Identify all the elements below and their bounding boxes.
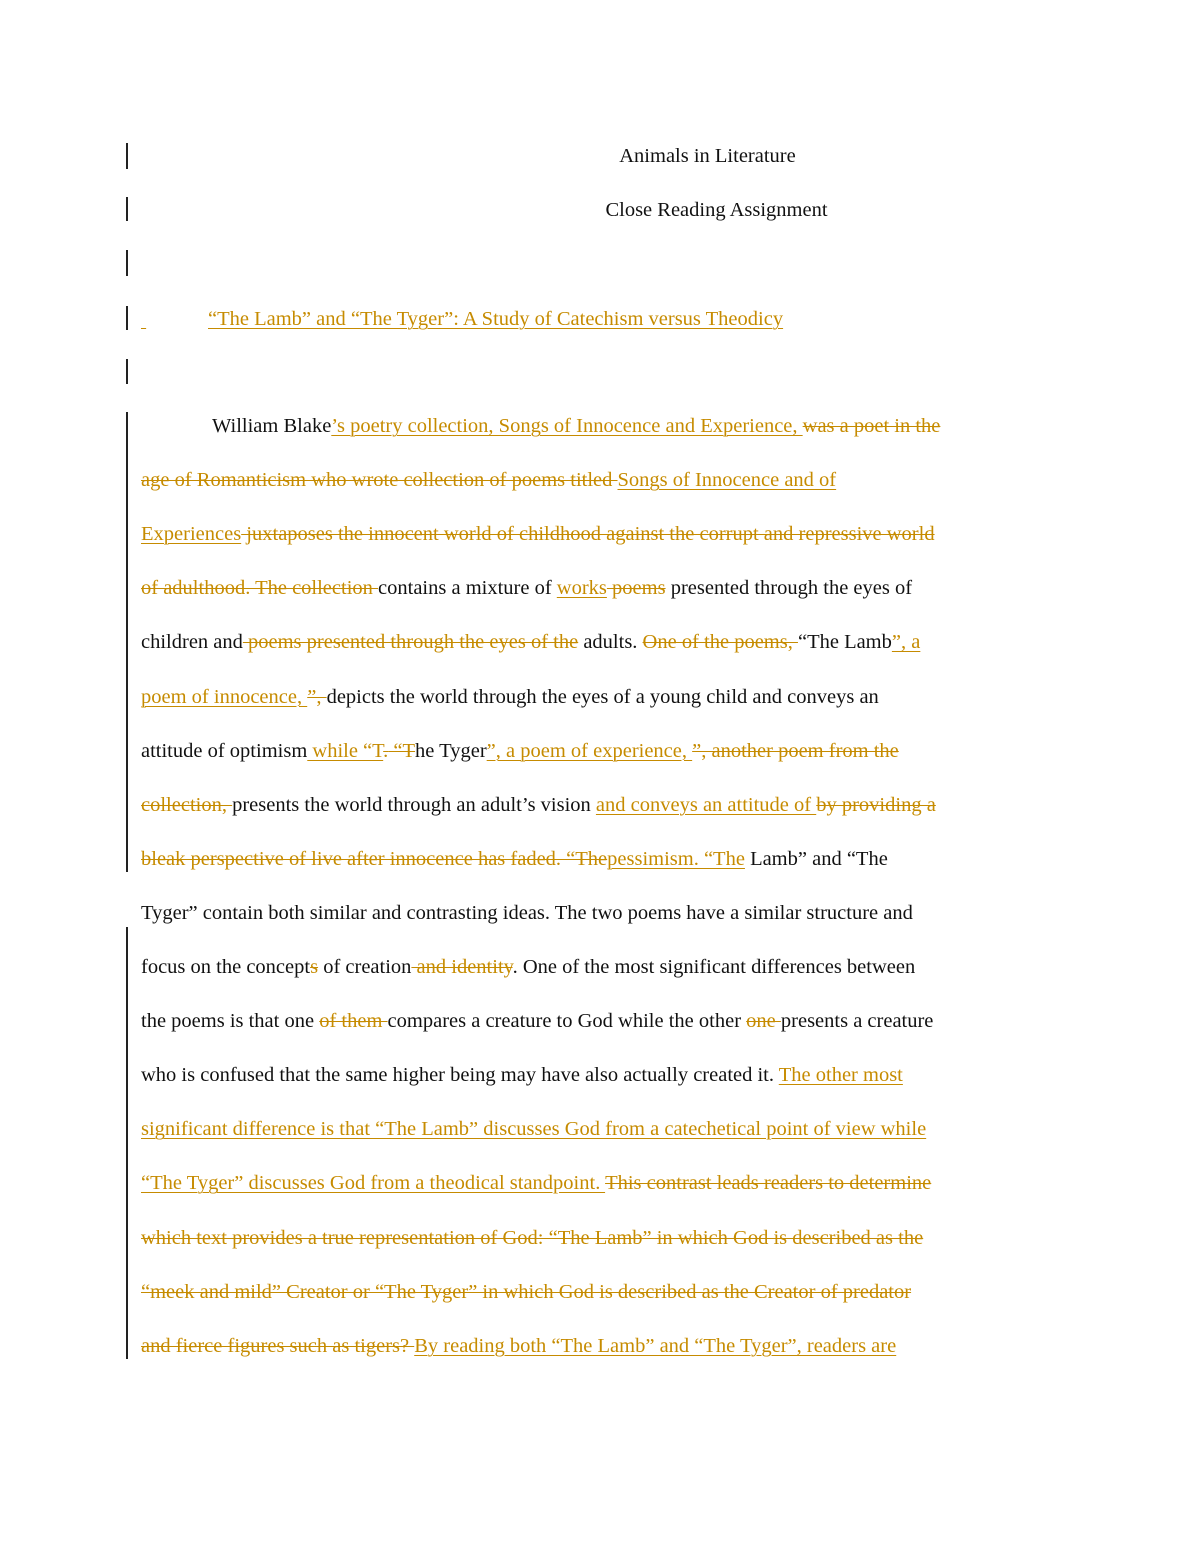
body-text: who is confused that the same higher being may have also actually created it. (141, 1064, 779, 1087)
deleted-text: one (746, 1010, 781, 1033)
deleted-text: bleak perspective of live after innocence has faded. “The (141, 847, 608, 870)
inserted-text: The other most (778, 1064, 903, 1087)
body-text: children and (141, 631, 243, 654)
body-text: adults. (578, 631, 643, 654)
body-text: the poems is that one (141, 1010, 320, 1033)
deleted-text: of them (319, 1010, 388, 1033)
body-line (141, 1117, 926, 1141)
body-text: compares a creature to God while the other (387, 1010, 747, 1033)
body-text: Tyger” contain both similar and contrasting ideas. The two poems have a similar structure and (141, 901, 913, 924)
deleted-text: ”, (307, 685, 327, 708)
change-bar (126, 412, 128, 872)
body-text: Lamb” and “The (744, 847, 888, 870)
body-line (141, 1334, 896, 1358)
body-line (141, 1280, 911, 1304)
body-line (141, 793, 936, 817)
essay-title (141, 307, 783, 331)
body-line (141, 847, 888, 871)
body-line (141, 576, 912, 600)
inserted-text: while “T (307, 739, 384, 762)
body-line (141, 1063, 903, 1087)
inserted-text: ”, a poem of experience, (486, 739, 693, 762)
inserted-text: Songs of Innocence and of (617, 469, 837, 492)
change-bar (126, 359, 128, 384)
deleted-text: “meek and mild” Creator or “The Tyger” in which God is described as the Creator of predator (141, 1280, 912, 1303)
assignment-name: Close Reading Assignment (605, 199, 828, 221)
inserted-text: poem of innocence, (141, 685, 308, 708)
body-line (141, 630, 920, 654)
deleted-text: and fierce figures such as tigers? (141, 1334, 415, 1357)
body-line (141, 1009, 933, 1033)
deleted-text: This contrast leads readers to determine (605, 1172, 932, 1195)
body-line (141, 1171, 931, 1195)
body-text: “The Lamb (797, 631, 892, 654)
body-text: attitude of optimism (141, 739, 308, 762)
body-line (141, 1226, 923, 1250)
title-tab (141, 307, 208, 331)
body-line (141, 955, 915, 979)
deleted-text: One of the poems, (642, 631, 798, 654)
body-text: presents a creature (780, 1010, 934, 1033)
deleted-text: poems (606, 577, 666, 600)
deleted-text: “T (388, 739, 416, 762)
body-text: he Tyger (415, 739, 487, 762)
title-text: “The Lamb” and “The Tyger”: A Study of Catechism versus Theodicy (208, 308, 784, 330)
body-text: contains a mixture of (378, 577, 557, 600)
body-text: . One of the most significant differences between (512, 956, 916, 978)
deleted-text: juxtaposes the innocent world of childhood against the corrupt and repressive world (241, 523, 935, 546)
deleted-text: which text provides a true representation of God: “The Lamb” in which God is described as the (141, 1226, 924, 1249)
body-text: of creation (318, 956, 412, 978)
body-text: presented through the eyes of (665, 577, 913, 600)
deleted-text: was a poet in the (802, 415, 941, 437)
change-bar (126, 250, 128, 276)
deleted-text: ”, another poem from the (692, 739, 899, 762)
inserted-text: By reading both “The Lamb” and “The Tyger”, readers are (414, 1334, 897, 1357)
change-bar (126, 306, 128, 330)
body-text: depicts the world through the eyes of a young child and conveys an (326, 685, 879, 708)
body-line (141, 901, 913, 925)
body-line (141, 685, 879, 709)
inserted-text: ’s poetry collection, Songs of Innocence and Experience, (331, 415, 803, 437)
deleted-text: of adulthood. The collection (141, 577, 379, 600)
body-text: focus on the concept (141, 956, 311, 978)
body-line (141, 522, 935, 546)
deleted-text: and identity (411, 956, 513, 978)
deleted-text: by providing a (816, 793, 936, 816)
inserted-text: pessimism. “The (607, 847, 745, 870)
body-line (141, 468, 836, 492)
change-bar (126, 927, 128, 1359)
inserted-text: Experiences (141, 523, 242, 546)
inserted-text: and conveys an attitude of (595, 793, 817, 816)
deleted-text: . (383, 739, 389, 762)
inserted-text: ”, a (891, 631, 921, 654)
deleted-text: s (310, 956, 319, 978)
body-line (212, 414, 940, 438)
deleted-text: poems presented through the eyes of the (242, 631, 579, 654)
inserted-text: significant difference is that “The Lamb” discusses God from a catechetical point of view while (141, 1118, 927, 1141)
course-name: Animals in Literature (619, 145, 796, 167)
body-text: William Blake (212, 415, 332, 437)
inserted-text: “The Tyger” discusses God from a theodical standpoint. (141, 1172, 606, 1195)
inserted-text: works (556, 577, 607, 600)
body-text: presents the world through an adult’s vision (232, 793, 596, 816)
body-line (141, 739, 899, 763)
deleted-text: age of Romanticism who wrote collection of poems titled (141, 469, 618, 492)
deleted-text: collection, (141, 793, 233, 816)
